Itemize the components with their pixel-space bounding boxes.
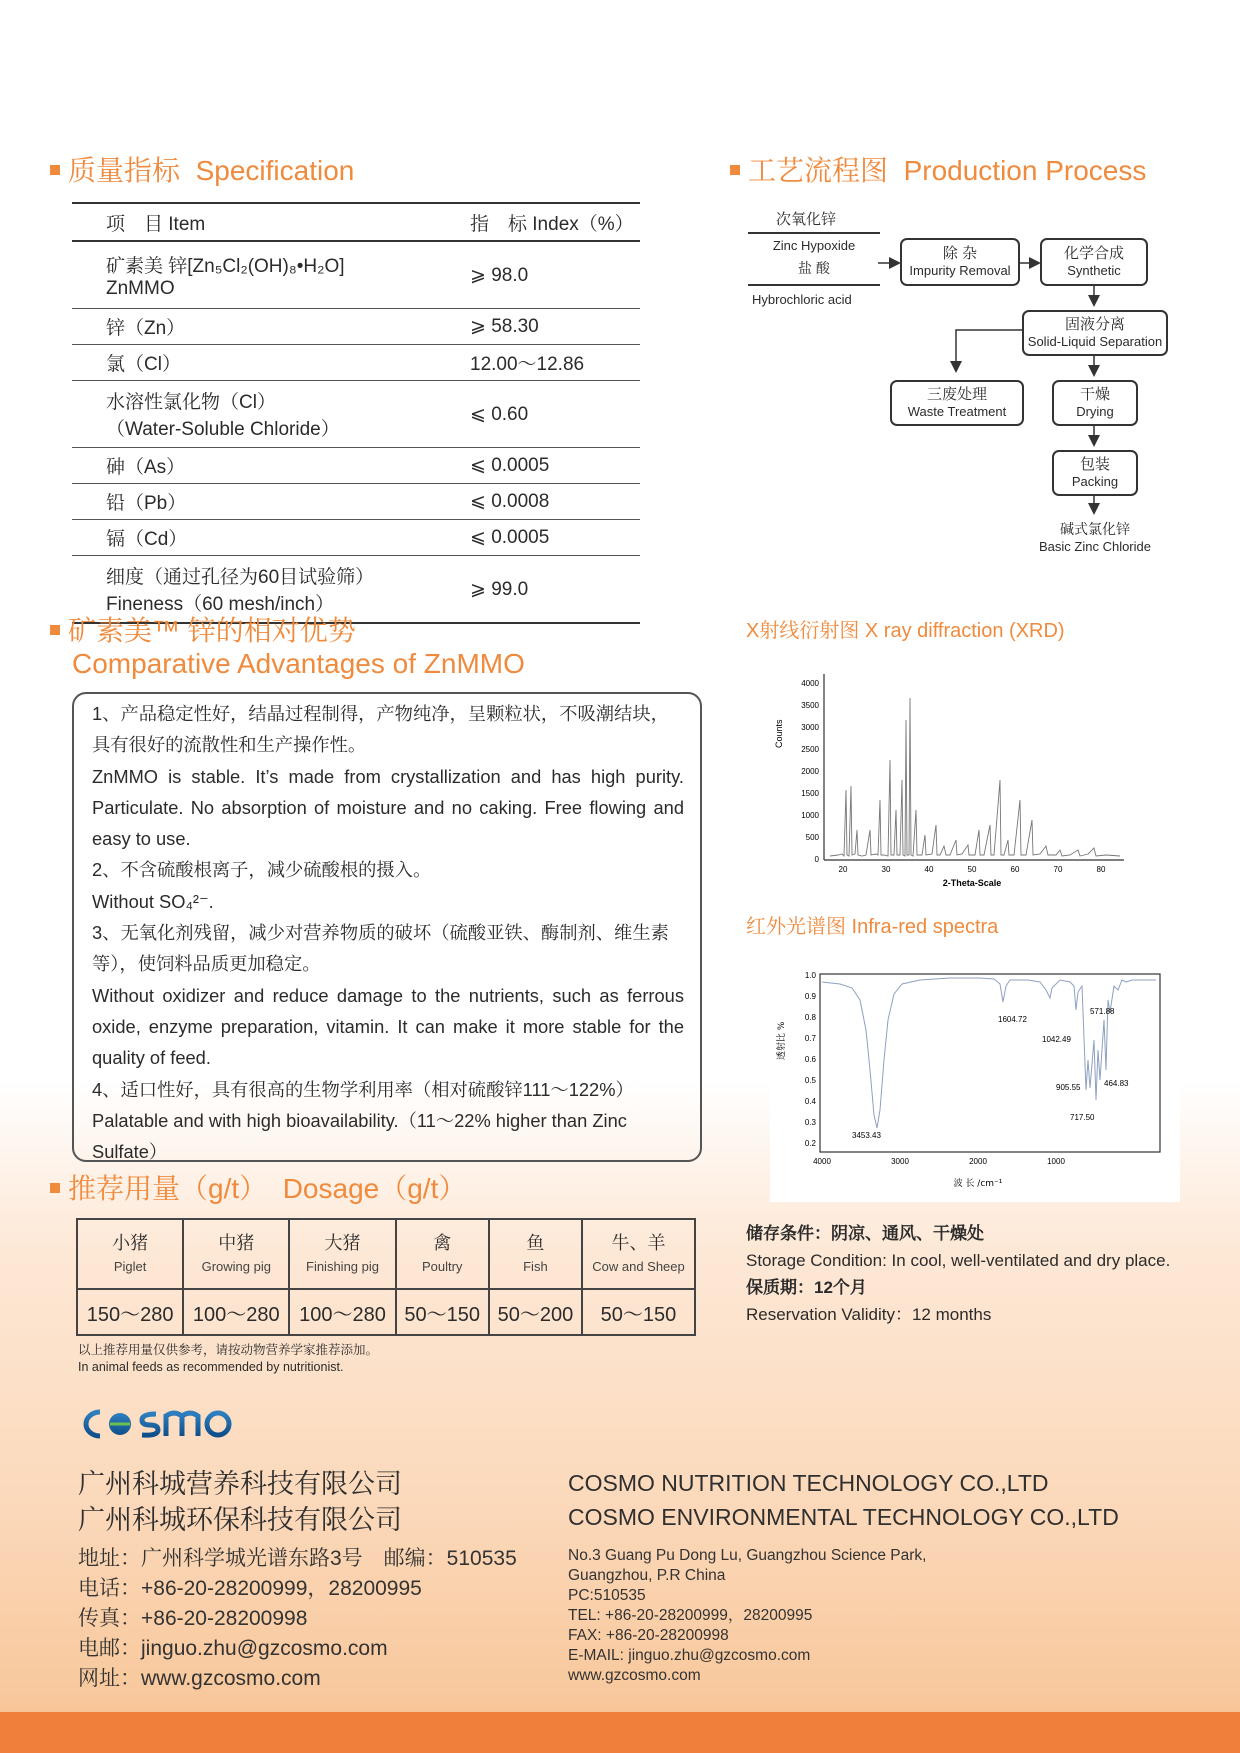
advantages-title [50,614,525,680]
xrd-ytick: 2000 [801,767,819,776]
process-input-line: Zinc Hypoxide [772,238,856,253]
ir-ytick: 1.0 [804,971,816,980]
ir-xtick: 4000 [813,1157,831,1166]
cn-fax: 传真：+86-20-28200998 [78,1607,308,1630]
spec-value: ⩾ 58.30 [452,309,640,345]
bottom-bar [0,1712,1240,1753]
process-step-en: Waste Treatment [907,404,1007,419]
ir-peak-label: 1042.49 [1042,1035,1071,1044]
process-step-synthetic [1040,238,1148,286]
storage-info [746,1220,1170,1328]
ir-frame [820,974,1160,1152]
en-pc: PC:510535 [568,1587,646,1604]
process-step-cn: 除 杂 [942,245,978,262]
process-input-line: 盐 酸 [798,260,830,276]
dosage-cn: 大猪 [324,1233,361,1253]
dosage-table [76,1218,696,1336]
table-row [72,309,640,345]
advantages-title-en: Comparative Advantages of ZnMMO [72,648,525,679]
spec-value: 12.00～12.86 [452,345,640,381]
process-step-packing [1052,450,1138,496]
process-step-en: Impurity Removal [909,263,1011,278]
ir-ytick: 0.6 [804,1055,816,1064]
spec-item-cell: 铅（Pb） [72,484,452,520]
spec-table [72,202,640,624]
spec-item-line: 水溶性氯化物（Cl） [106,392,276,413]
ir-ytick: 0.8 [804,1013,816,1022]
ir-xticks [813,1157,1065,1166]
dosage-note-en: In animal feeds as recommended by nutritionist. [78,1360,344,1374]
xrd-xtick: 30 [881,865,891,874]
ir-yticks [805,971,817,1148]
xrd-xticks [839,865,1106,874]
xrd-yticks [801,679,819,864]
ir-ytick: 0.5 [804,1076,816,1085]
dosage-col-cow [582,1219,695,1289]
company-cn-name: 广州科城营养科技有限公司 [78,1469,402,1499]
ir-xtick: 2000 [969,1157,987,1166]
company-en-contact [568,1546,926,1686]
xrd-ytick: 3500 [801,701,819,710]
company-en-name: COSMO NUTRITION TECHNOLOGY CO.,LTD [568,1470,1049,1496]
advantages-box [72,692,702,1162]
xrd-ytick: 4000 [801,679,819,688]
spec-item-line: （Water-Soluble Chloride） [106,419,340,440]
xrd-xlabel: 2-Theta-Scale [942,878,1002,888]
spec-item-line: 矿素美 锌[Zn₅Cl₂(OH)₈•H₂O] [106,255,345,277]
process-title-en: Production Process [903,155,1147,186]
storage-cn-validity: 保质期：12个月 [746,1278,867,1297]
process-input-bottom: Hybrochloric acid [752,292,852,307]
advantage-text: 1、产品稳定性好，结晶过程制得，产物纯净，呈颗粒状，不吸潮结块，具有很好的流散性和生产操作性。 [92,703,669,756]
spec-item-cell [72,381,452,448]
xrd-ylabel: Counts [774,719,784,748]
xrd-xtick: 50 [967,865,977,874]
advantage-text: Palatable and with high bioavailability.（11～22% higher than Zinc Sulfate） [92,1109,627,1163]
xrd-xtick: 70 [1053,865,1063,874]
en-address: No.3 Guang Pu Dong Lu, Guangzhou Science Park, [568,1547,927,1564]
xrd-xtick: 60 [1010,865,1020,874]
bullet-square-icon [50,625,60,635]
ir-svg [770,950,1180,1202]
spec-value: ⩽ 0.60 [452,381,640,448]
ir-xtick: 3000 [891,1157,909,1166]
dosage-value: 50～150 [396,1289,489,1335]
en-web: www.gzcosmo.com [568,1667,701,1684]
table-row [72,241,640,309]
xrd-ytick: 1000 [801,811,819,820]
company-cn-contact [78,1544,517,1694]
ir-ylabel: 透射比 % [777,1021,787,1060]
spec-value: ⩽ 0.0005 [452,520,640,556]
dosage-title-cn: 推荐用量（g/t） [68,1173,268,1204]
spec-title-cn: 质量指标 [68,155,181,186]
company-cn-name: 广州科城环保科技有限公司 [78,1505,402,1535]
advantages-title-cn: 矿素美™ 锌的相对优势 [68,615,356,646]
spec-value: ⩾ 98.0 [452,241,640,309]
spec-title [50,154,354,188]
spec-value: ⩽ 0.0005 [452,448,640,484]
dosage-value: 50～150 [582,1289,695,1335]
process-step-separation [1022,310,1168,356]
process-step-en: Solid-Liquid Separation [1027,334,1163,349]
en-fax: FAX: +86-20-28200998 [568,1627,729,1644]
dosage-cn: 牛、羊 [611,1233,666,1253]
dosage-title [50,1172,466,1206]
spec-title-en: Specification [195,155,355,186]
spec-item-cell: 锌（Zn） [72,309,452,345]
process-step-impurity [900,238,1020,286]
dosage-en: Growing pig [201,1259,271,1274]
dosage-en: Piglet [113,1259,147,1274]
process-title [730,154,1146,188]
spec-item-cell [72,241,452,309]
advantage-text: ZnMMO is stable. It’s made from crystallization and has high purity. Particulate. No absorption of moisture and no caking. Free flowing and easy to use. [92,765,684,850]
ir-xlabel: 波 长 /cm⁻¹ [953,1179,1003,1189]
ir-peak-label: 1604.72 [998,1015,1027,1024]
bullet-square-icon [50,1183,60,1193]
spec-item-cell [72,556,452,624]
process-step-cn: 包装 [1079,456,1110,473]
dosage-title-en: Dosage（g/t） [282,1173,467,1204]
spec-item-cell: 砷（As） [72,448,452,484]
company-en-names [568,1466,1119,1534]
bullet-square-icon [730,165,740,175]
process-step-cn: 固液分离 [1064,316,1125,333]
table-row [72,556,640,624]
dosage-cn: 禽 [433,1233,452,1253]
table-row [72,520,640,556]
ir-peak-label: 717.50 [1070,1113,1095,1122]
xrd-svg [750,650,1150,906]
dosage-header-row [77,1219,695,1289]
spec-header-item: 项 目 Item [72,203,452,241]
xrd-xtick: 80 [1096,865,1106,874]
cn-tel: 电话：+86-20-28200999，28200995 [78,1577,422,1600]
xrd-xtick: 40 [924,865,934,874]
en-email: E-MAIL: jinguo.zhu@gzcosmo.com [568,1647,811,1664]
ir-ytick: 0.7 [804,1034,816,1043]
table-row [72,381,640,448]
process-input-top: 次氧化锌 [776,211,837,228]
process-step-en: Drying [1076,404,1114,419]
spec-item-line: 细度（通过孔径为60目试验筛） [106,567,375,588]
ir-xtick: 1000 [1047,1157,1065,1166]
dosage-note [78,1342,378,1376]
xrd-xtick: 20 [838,865,848,874]
process-step-drying [1052,380,1138,426]
table-row [72,484,640,520]
cn-address: 地址：广州科学城光谱东路3号 邮编：510535 [78,1547,517,1570]
xrd-title: X射线衍射图 X ray diffraction (XRD) [746,620,1065,642]
ir-peak-label: 464.83 [1104,1079,1129,1088]
dosage-en: Finishing pig [306,1259,379,1274]
process-output [1020,520,1170,556]
dosage-note-cn: 以上推荐用量仅供参考，请按动物营养学家推荐添加。 [78,1343,379,1357]
dosage-cn: 小猪 [112,1233,149,1253]
xrd-ytick: 0 [814,855,819,864]
xrd-ytick: 3000 [801,723,819,732]
process-step-en: Synthetic [1067,263,1121,278]
advantage-text: Without oxidizer and reduce damage to the nutrients, such as ferrous oxide, enzyme preparation, vitamin. It can make it more stable for the quality of feed. [92,984,684,1069]
xrd-trace [830,698,1120,856]
ir-ytick: 0.4 [804,1097,816,1106]
dosage-value: 150～280 [77,1289,183,1335]
dosage-en: Fish [523,1259,548,1274]
dosage-col-growing [183,1219,289,1289]
spec-item-cell: 氯（Cl） [72,345,452,381]
spec-header-row [72,203,640,241]
spec-item-cell: 镉（Cd） [72,520,452,556]
dosage-col-finishing [289,1219,395,1289]
dosage-en: Cow and Sheep [592,1259,685,1274]
ir-title: 红外光谱图 Infra-red spectra [746,916,999,938]
ir-peak-label: 3453.43 [852,1131,881,1140]
dosage-value-row [77,1289,695,1335]
storage-en-condition: Storage Condition: In cool, well-ventilated and dry place. [746,1251,1171,1270]
ir-ytick: 0.2 [804,1139,816,1148]
advantage-text: 3、无氧化剂残留，减少对营养物质的破坏（硫酸亚铁、酶制剂、维生素等），使饲料品质更加稳定。 [92,922,669,975]
advantage-text: 2、不含硫酸根离子，减少硫酸根的摄入。 [92,859,432,881]
dosage-value: 50～200 [489,1289,582,1335]
advantage-text: Without SO₄²⁻. [92,890,214,912]
xrd-ytick: 2500 [801,745,819,754]
company-cn-names [78,1466,402,1538]
xrd-ytick: 1500 [801,789,819,798]
cn-email: 电邮：jinguo.zhu@gzcosmo.com [78,1637,388,1660]
dosage-value: 100～280 [289,1289,395,1335]
process-output-en: Basic Zinc Chloride [1039,539,1151,554]
process-step-cn: 三废处理 [926,386,987,403]
spec-header-index: 指 标 Index（%） [452,203,640,241]
dosage-col-piglet [77,1219,183,1289]
process-step-en: Packing [1071,474,1119,489]
xrd-ytick: 500 [805,833,819,842]
process-step-waste [890,380,1024,426]
en-tel: TEL: +86-20-28200999，28200995 [568,1607,813,1624]
ir-trace [822,978,1156,1128]
cn-web: 网址：www.gzcosmo.com [78,1667,321,1690]
spec-item-line: Fineness（60 mesh/inch） [106,594,335,615]
company-en-name: COSMO ENVIRONMENTAL TECHNOLOGY CO.,LTD [568,1504,1119,1530]
process-output-cn: 碱式氯化锌 [1060,521,1130,537]
dosage-cn: 鱼 [526,1233,545,1253]
dosage-cn: 中猪 [218,1233,255,1253]
cosmo-logo [78,1404,238,1444]
ir-graph [770,950,1180,1202]
spec-value: ⩽ 0.0008 [452,484,640,520]
spec-item-line: ZnMMO [106,277,175,299]
process-input-box [748,232,880,286]
dosage-en: Poultry [421,1259,463,1274]
xrd-graph [750,650,1150,906]
dosage-col-poultry [396,1219,489,1289]
ir-peak-label: 905.55 [1056,1083,1081,1092]
table-row [72,448,640,484]
process-step-cn: 化学合成 [1063,245,1124,262]
spec-value: ⩾ 99.0 [452,556,640,624]
dosage-col-fish [489,1219,582,1289]
storage-en-validity: Reservation Validity：12 months [746,1305,992,1324]
process-step-cn: 干燥 [1079,386,1110,403]
ir-ytick: 0.3 [804,1118,816,1127]
en-address: Guangzhou, P.R China [568,1567,726,1584]
ir-peak-label: 571.88 [1090,1007,1115,1016]
table-row [72,345,640,381]
dosage-value: 100～280 [183,1289,289,1335]
storage-cn-condition: 储存条件：阴凉、通风、干燥处 [746,1224,984,1243]
ir-ytick: 0.9 [804,992,816,1001]
bullet-square-icon [50,165,60,175]
process-title-cn: 工艺流程图 [748,155,889,186]
advantage-text: 4、适口性好，具有很高的生物学利用率（相对硫酸锌111～122%） [92,1078,634,1100]
